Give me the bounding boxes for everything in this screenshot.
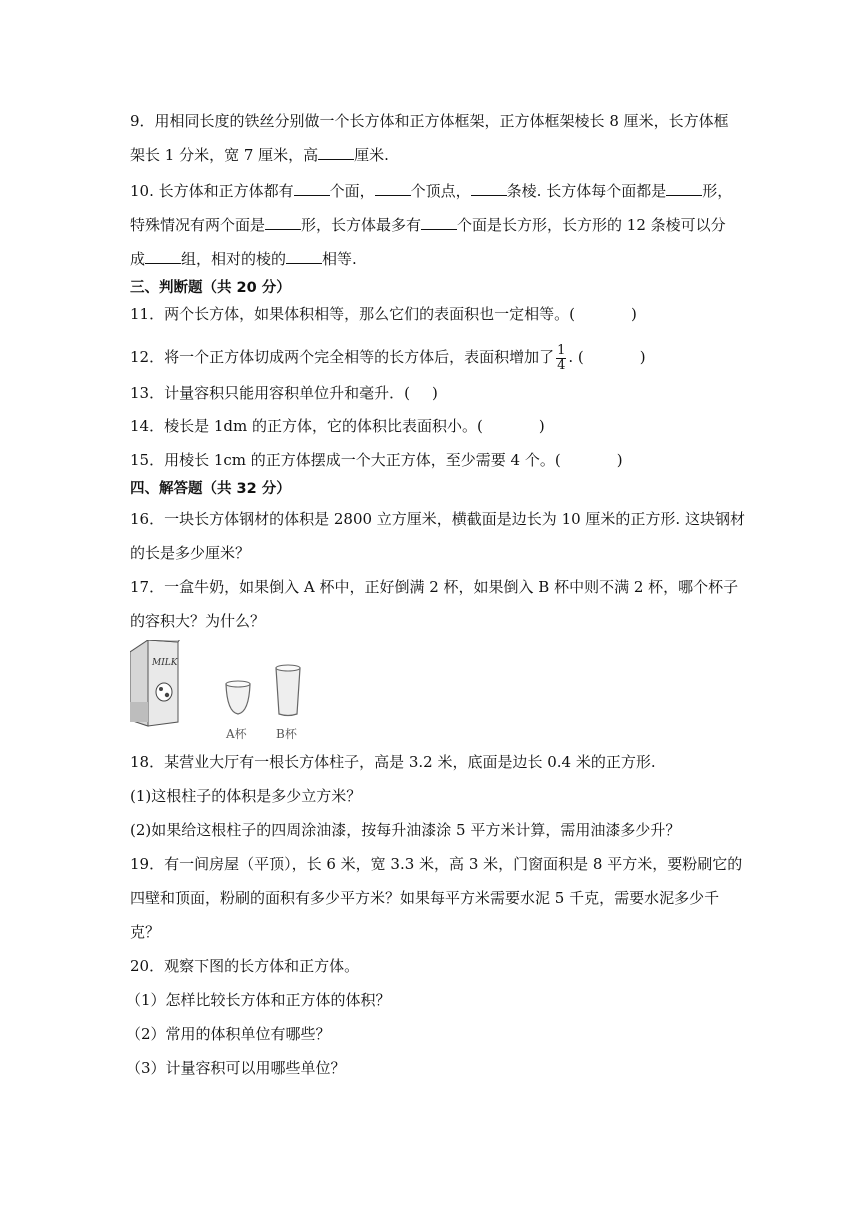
answer-blank[interactable] [666,181,702,196]
question-16-line-2: 的长是多少厘米？ [130,544,251,562]
question-20-sub-2: （2）常用的体积单位有哪些？ [126,1025,331,1043]
q10-text: 形， [702,182,733,200]
q9-text-b: 厘米. [354,146,389,164]
question-20-sub-1: （1）怎样比较长方体和正方体的体积？ [126,991,391,1009]
q14-close: ) [538,417,545,435]
q15-close: ) [616,451,623,469]
q10-text: 特殊情况有两个面是 [130,216,266,234]
question-18-sub-1: (1)这根柱子的体积是多少立方米？ [130,787,362,805]
cup-b-label: B杯 [276,727,297,741]
q10-text: 个顶点， [410,182,471,200]
cup-a-image [225,681,250,741]
question-12 [130,342,646,373]
answer-blank[interactable] [318,145,354,160]
q14-text: 14．棱长是 1dm 的正方体，它的体积比表面积小。( [130,417,483,435]
milk-and-cups-figure [130,640,310,746]
fraction-denominator: 4 [557,357,566,373]
question-15 [130,450,623,470]
answer-blank[interactable] [375,181,411,196]
q11-close: ) [630,305,637,323]
question-17-line-1: 17．一盒牛奶，如果倒入 A 杯中，正好倒满 2 杯，如果倒入 B 杯中则不满 2 杯，哪个杯子 [130,578,739,596]
question-9-line-1: 9．用相同长度的铁丝分别做一个长方体和正方体框架，正方体框架棱长 8 厘米，长方体框 [130,112,729,130]
q12-after: . ( [568,348,584,366]
q10-text: 相等. [322,250,357,268]
q12-close: ) [639,348,646,366]
fraction-numerator: 1 [557,342,566,358]
q13-text: 13．计量容积只能用容积单位升和毫升．( [130,384,410,402]
cup-b-image [276,665,300,741]
milk-carton-image [130,640,182,726]
question-11 [130,304,637,324]
question-18-sub-2: (2)如果给这根柱子的四周涂油漆，按每升油漆涂 5 平方米计算，需用油漆多少升？ [130,821,681,839]
question-20-sub-3: （3）计量容积可以用哪些单位？ [126,1059,346,1077]
answer-blank[interactable] [421,215,457,230]
question-19-line-3: 克？ [130,923,161,941]
q10-text: 个面是长方形，长方形的 12 条棱可以分 [457,216,726,234]
question-10-line-1 [130,181,732,201]
answer-blank[interactable] [471,181,507,196]
q10-text: 组，相对的棱的 [181,250,287,268]
q10-text: 形，长方体最多有 [301,216,422,234]
question-19-line-2: 四壁和顶面，粉刷的面积有多少平方米？如果每平方米需要水泥 5 千克，需要水泥多少千 [130,889,720,907]
answer-blank[interactable] [294,181,330,196]
question-9-line-2 [130,145,389,165]
section-heading-problems: 四、解答题（共 32 分） [130,481,291,497]
question-16-line-1: 16．一块长方体钢材的体积是 2800 立方厘米，横截面是边长为 10 厘米的正方形. 这块钢材 [130,510,745,528]
q15-text: 15．用棱长 1cm 的正方体摆成一个大正方体，至少需要 4 个。( [130,451,561,469]
q10-text: 条棱. 长方体每个面都是 [506,182,667,200]
q13-close: ) [431,384,438,402]
question-20-line-1: 20．观察下图的长方体和正方体。 [130,957,360,975]
section-heading-judgement: 三、判断题（共 20 分） [130,280,291,296]
cup-a-label: A杯 [226,727,247,741]
answer-blank[interactable] [286,249,322,264]
q10-text: 成 [130,250,146,268]
question-18-line-1: 18．某营业大厅有一根长方体柱子，高是 3.2 米，底面是边长 0.4 米的正方形. [130,753,656,771]
question-10-line-3 [130,249,357,269]
q12-text: 12．将一个正方体切成两个完全相等的长方体后，表面积增加了 [130,348,555,366]
question-10-line-2 [130,215,726,235]
q9-text-a: 架长 1 分米，宽 7 厘米，高 [130,146,319,164]
question-17-line-2: 的容积大？为什么？ [130,612,266,630]
answer-blank[interactable] [145,249,181,264]
fraction-one-quarter [556,344,566,373]
q10-text: 个面， [329,182,375,200]
question-13 [130,383,438,403]
q11-text: 11．两个长方体，如果体积相等，那么它们的表面积也一定相等。( [130,305,575,323]
milk-label: MILK [152,658,178,668]
answer-blank[interactable] [265,215,301,230]
question-14 [130,416,545,436]
question-19-line-1: 19．有一间房屋（平顶），长 6 米，宽 3.3 米，高 3 米，门窗面积是 8 平方米，要粉刷它的 [130,855,743,873]
q10-text: 10. 长方体和正方体都有 [130,182,294,200]
